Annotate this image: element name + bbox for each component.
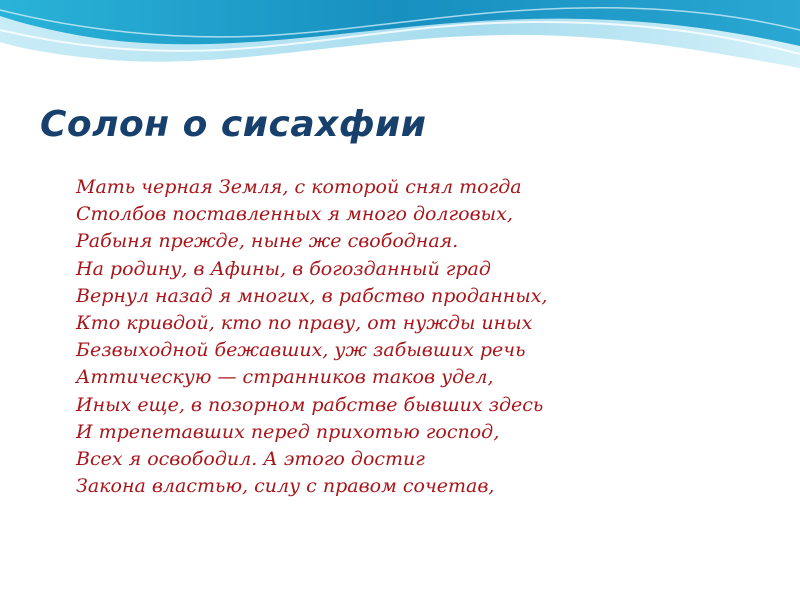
- poem-line: Всех я освободил. А этого достиг: [76, 448, 425, 471]
- poem-line: Аттическую — странников таков удел,: [76, 366, 494, 389]
- slide-title: Солон о сисахфии: [40, 104, 427, 145]
- poem-line: Иных еще, в позорном рабстве бывших здесь: [76, 393, 544, 416]
- poem-line: Вернул назад я многих, в рабство проданных,: [76, 284, 548, 307]
- poem-line: На родину, в Афины, в богозданный град: [76, 257, 491, 280]
- poem-line: Закона властью, силу с правом сочетав,: [76, 475, 495, 498]
- poem-line: Безвыходной бежавших, уж забывших речь: [76, 339, 526, 362]
- poem-line: Кто кривдой, кто по праву, от нужды иных: [76, 312, 533, 335]
- poem-line: Рабыня прежде, ныне же свободная.: [76, 230, 459, 253]
- poem-line: И трепетавших перед прихотью господ,: [76, 420, 500, 443]
- poem-text: [76, 174, 547, 500]
- poem-line: Столбов поставленных я много долговых,: [76, 203, 513, 226]
- poem-line: Мать черная Земля, с которой снял тогда: [76, 176, 522, 198]
- wave-header-decoration: [0, 0, 800, 90]
